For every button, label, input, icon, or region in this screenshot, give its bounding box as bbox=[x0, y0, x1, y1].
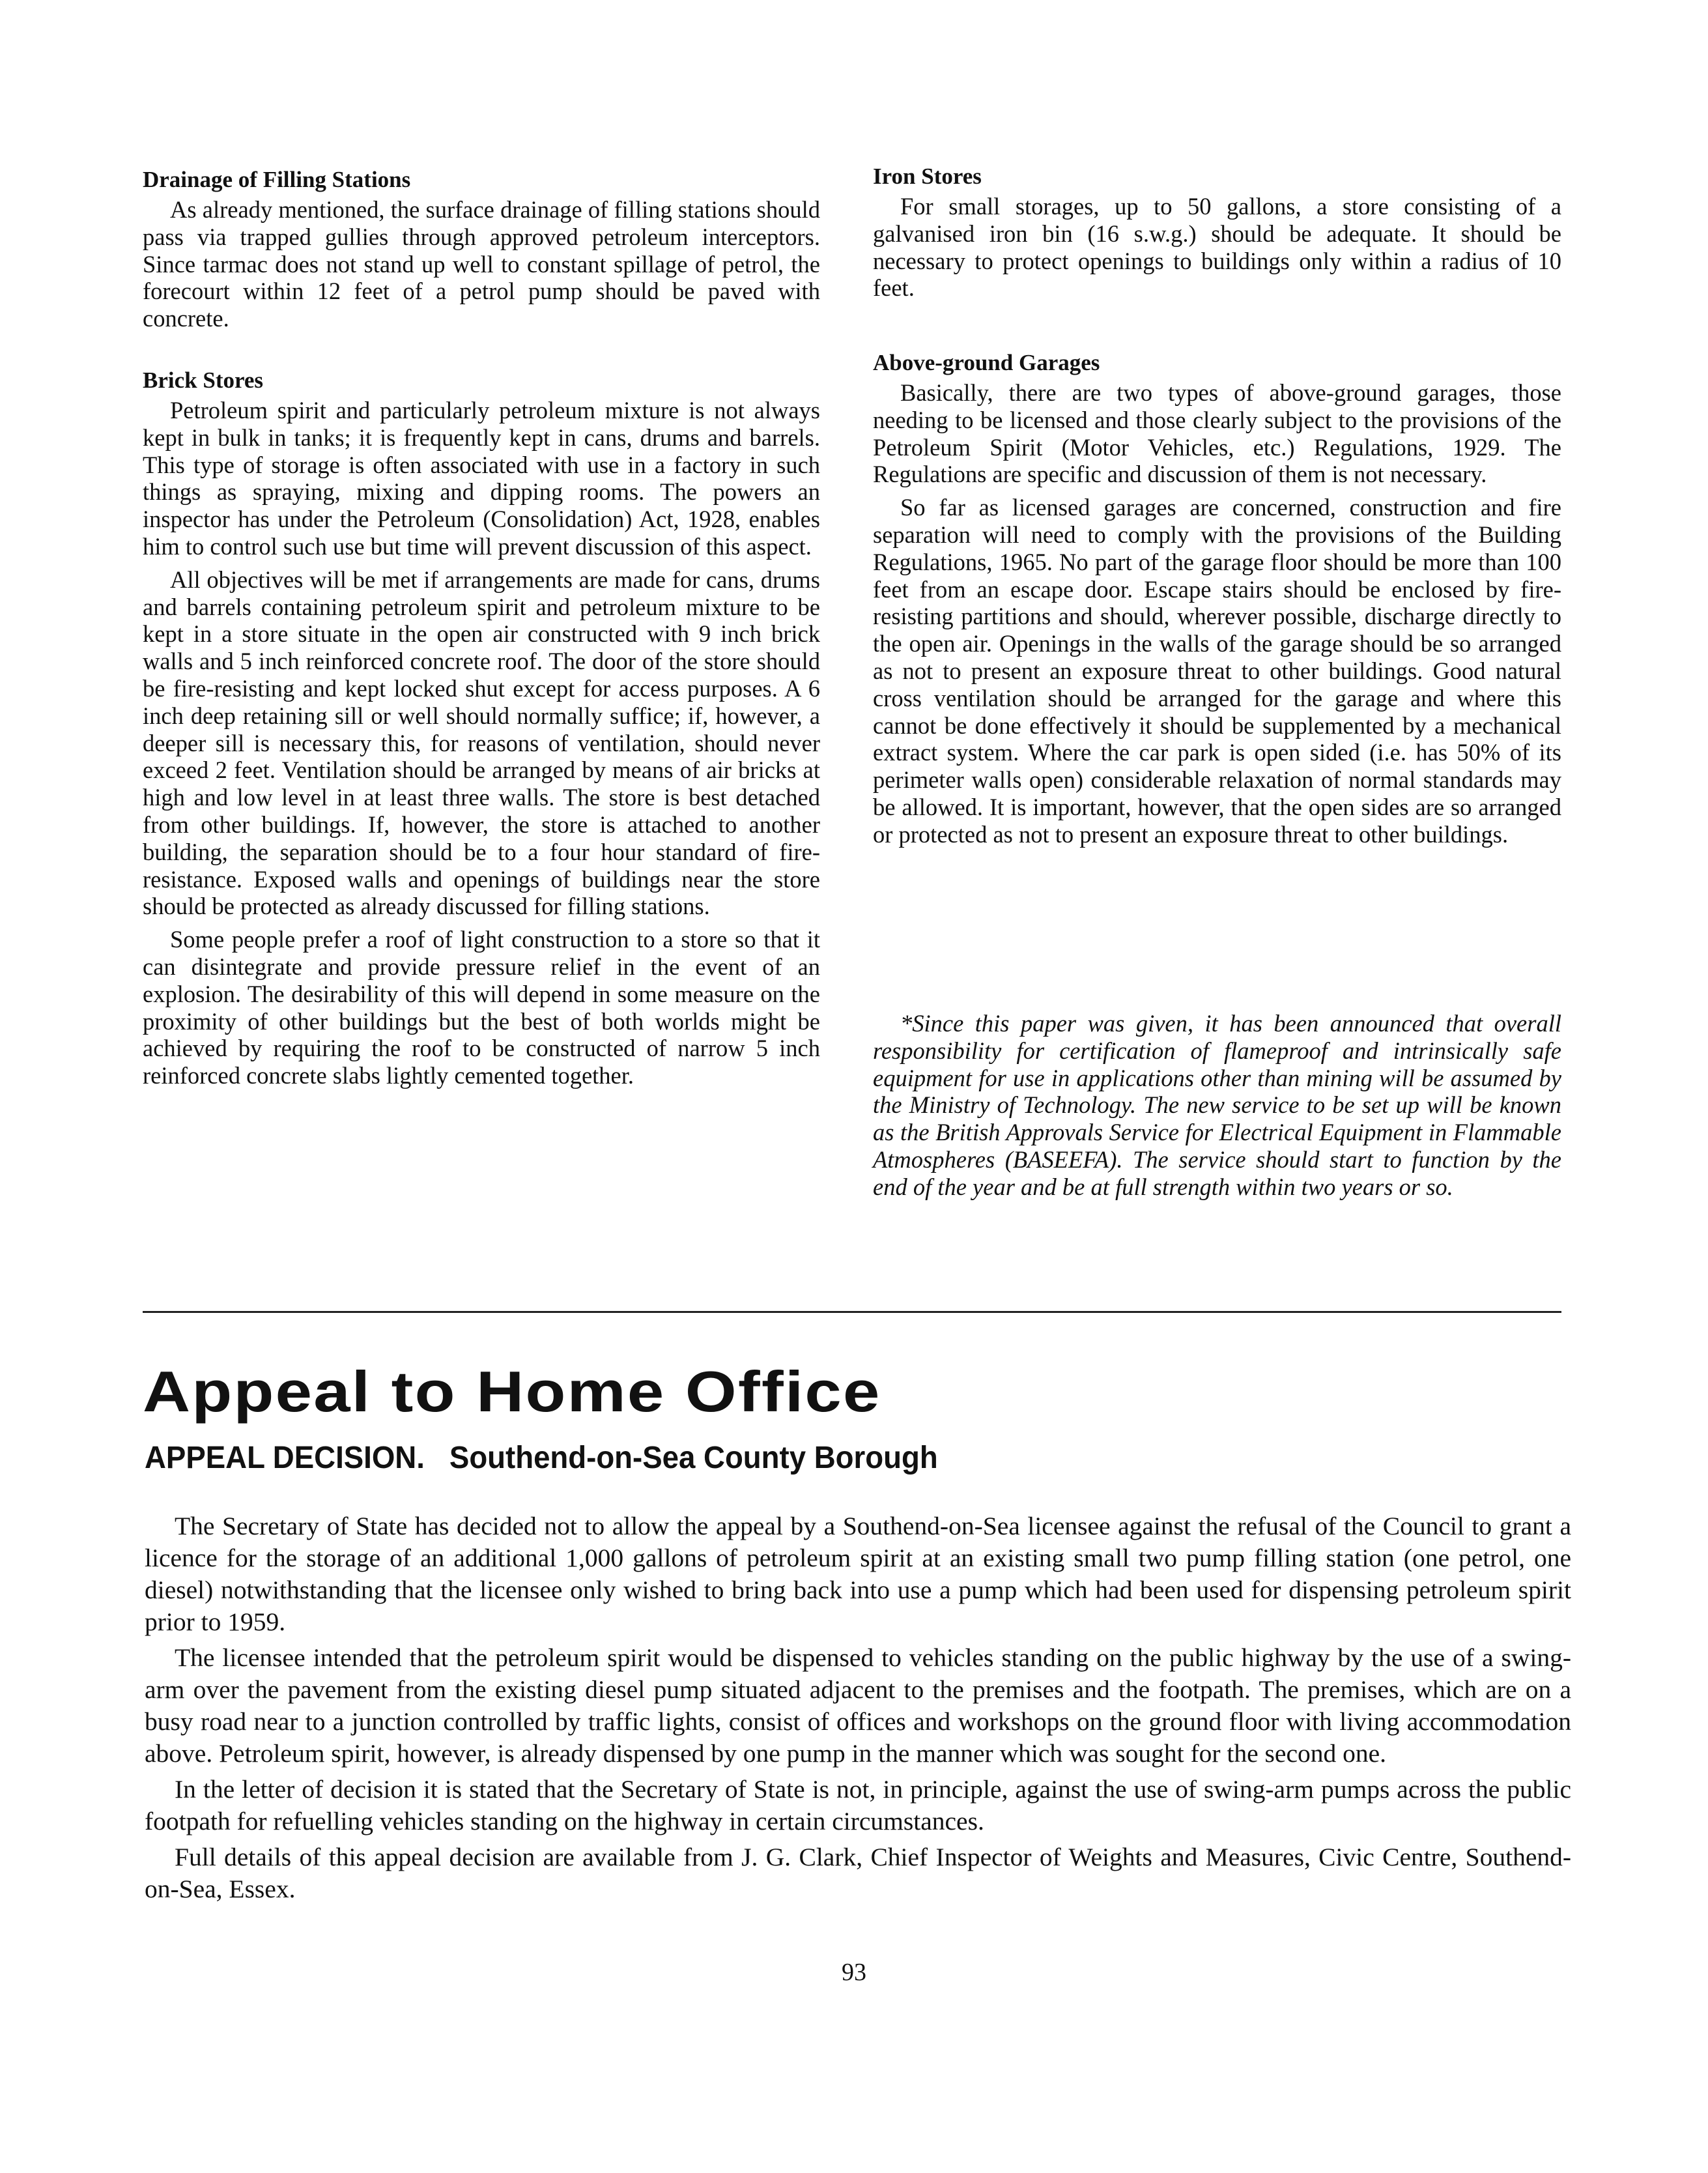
section-drainage bbox=[143, 166, 820, 338]
section-brick-stores bbox=[143, 367, 820, 1095]
section-above-ground-garages bbox=[873, 349, 1561, 854]
paragraph: Basically, there are two types of above-ground garages, those needing to be licensed and those clearly subject to the provisions of the Petroleum Spirit (Motor Vehicles, etc.) Regulations, 1929. The Regulations are specific and discussion of them is not necessary. bbox=[873, 379, 1561, 488]
article-body bbox=[145, 1510, 1571, 1909]
footnote-text: *Since this paper was given, it has been announced that overall responsibility for certification of flameproof and intrinsically safe equipment for use in applications other than mining will be assumed by the Ministry of Technology. The new service to be set up will be known as the British Approvals Service for Electrical Equipment in Flammable Atmospheres (BASEEFA). The service should start to function by the end of the year and be at full strength within two years or so. bbox=[873, 1010, 1561, 1200]
paragraph: For small storages, up to 50 gallons, a store consisting of a galvanised iron bin (16 s.w.g.) should be adequate. It should be necessary to protect openings to buildings only within a radius of 10 feet. bbox=[873, 193, 1561, 302]
right-column bbox=[873, 163, 1561, 1271]
paragraph: Some people prefer a roof of light construction to a store so that it can disintegrate and provide pressure relief in the event of an explosion. The desirability of this will depend in some measure on the proximity of other buildings but the best of both worlds might be achieved by requiring the roof to be constructed of narrow 5 inch reinforced concrete slabs lightly cemented together. bbox=[143, 926, 820, 1089]
section-heading: Brick Stores bbox=[143, 367, 264, 393]
paragraph: So far as licensed garages are concerned, construction and fire separation will need to comply with the provisions of the Building Regulations, 1965. No part of the garage floor should be more than 100 feet from an escape door. Escape stairs should be enclosed by fire-resisting partitions and should, wherever possible, discharge directly to the open air. Openings in the walls of the garage should be so arranged as not to present an exposure threat to other buildings. Good natural cross ventilation should be arranged for the garage and where this cannot be done effectively it should be supplemented by a mechanical extract system. Where the car park is open sided (i.e. has 50% of its perimeter walls open) considerable relaxation of normal standards may be allowed. It is important, however, that the open sides are so arranged or protected as not to present an exposure threat to other buildings. bbox=[873, 494, 1561, 848]
paragraph: The licensee intended that the petroleum spirit would be dispensed to vehicles standing on the public highway by the use of a swing-arm over the pavement from the existing diesel pump situated adjacent to the premises and the footpath. The premises, which are on a busy road near to a junction controlled by traffic lights, consist of offices and workshops on the ground floor with living accommodation above. Petroleum spirit, however, is already dispensed by one pump in the manner which was sought for the second one. bbox=[145, 1643, 1571, 1768]
paragraph: Full details of this appeal decision are available from J. G. Clark, Chief Inspector of Weights and Measures, Civic Centre, Southend-on-Sea, Essex. bbox=[145, 1843, 1571, 1903]
section-heading: Above-ground Garages bbox=[873, 350, 1100, 375]
paragraph: All objectives will be met if arrangements are made for cans, drums and barrels containing petroleum spirit and petroleum mixture to be kept in a store situate in the open air constructed with 9 inch brick walls and 5 inch reinforced concrete roof. The door of the store should be fire-resisting and kept locked shut except for access purposes. A 6 inch deep retaining sill or well should normally suffice; if, however, a deeper sill is necessary this, for reasons of ventilation, should never exceed 2 feet. Ventilation should be arranged by means of air bricks at high and low level in at least three walls. The store is best detached from other buildings. If, however, the store is attached to another building, the separation should be to a four hour standard of fire-resistance. Exposed walls and openings of buildings near the store should be protected as already discussed for filling stations. bbox=[143, 566, 820, 920]
section-divider bbox=[143, 1311, 1561, 1313]
left-column bbox=[143, 166, 820, 1274]
section-heading: Iron Stores bbox=[873, 164, 982, 189]
article-title: Appeal to Home Office bbox=[143, 1359, 881, 1424]
article-subtitle bbox=[145, 1440, 938, 1476]
subtitle-label: APPEAL DECISION. bbox=[145, 1441, 425, 1475]
page-number: 93 bbox=[842, 1959, 866, 1986]
footnote bbox=[873, 1010, 1561, 1207]
subtitle-place: Southend-on-Sea County Borough bbox=[449, 1441, 938, 1475]
section-heading: Drainage of Filling Stations bbox=[143, 167, 411, 192]
paragraph: The Secretary of State has decided not to allow the appeal by a Southend-on-Sea licensee against the refusal of the Council to grant a licence for the storage of an additional 1,000 gallons of petroleum spirit at an existing small two pump filling station (one petrol, one diesel) notwithstanding that the licensee only wished to bring back into use a pump which had been used for dispensing petroleum spirit prior to 1959. bbox=[145, 1512, 1571, 1636]
paragraph: Petroleum spirit and particularly petroleum mixture is not always kept in bulk in tanks; it is frequently kept in cans, drums and barrels. This type of storage is often associated with use in a factory in such things as spraying, mixing and dipping rooms. The powers an inspector has under the Petroleum (Consolidation) Act, 1928, enables him to control such use but time will prevent discussion of this aspect. bbox=[143, 397, 820, 560]
section-iron-stores bbox=[873, 163, 1561, 308]
paragraph: As already mentioned, the surface drainage of filling stations should pass via trapped gullies through approved petroleum interceptors. Since tarmac does not stand up well to constant spillage of petrol, the forecourt within 12 feet of a petrol pump should be paved with concrete. bbox=[143, 196, 820, 332]
paragraph: In the letter of decision it is stated that the Secretary of State is not, in principle, against the use of swing-arm pumps across the public footpath for refuelling vehicles standing on the highway in certain circumstances. bbox=[145, 1775, 1571, 1835]
